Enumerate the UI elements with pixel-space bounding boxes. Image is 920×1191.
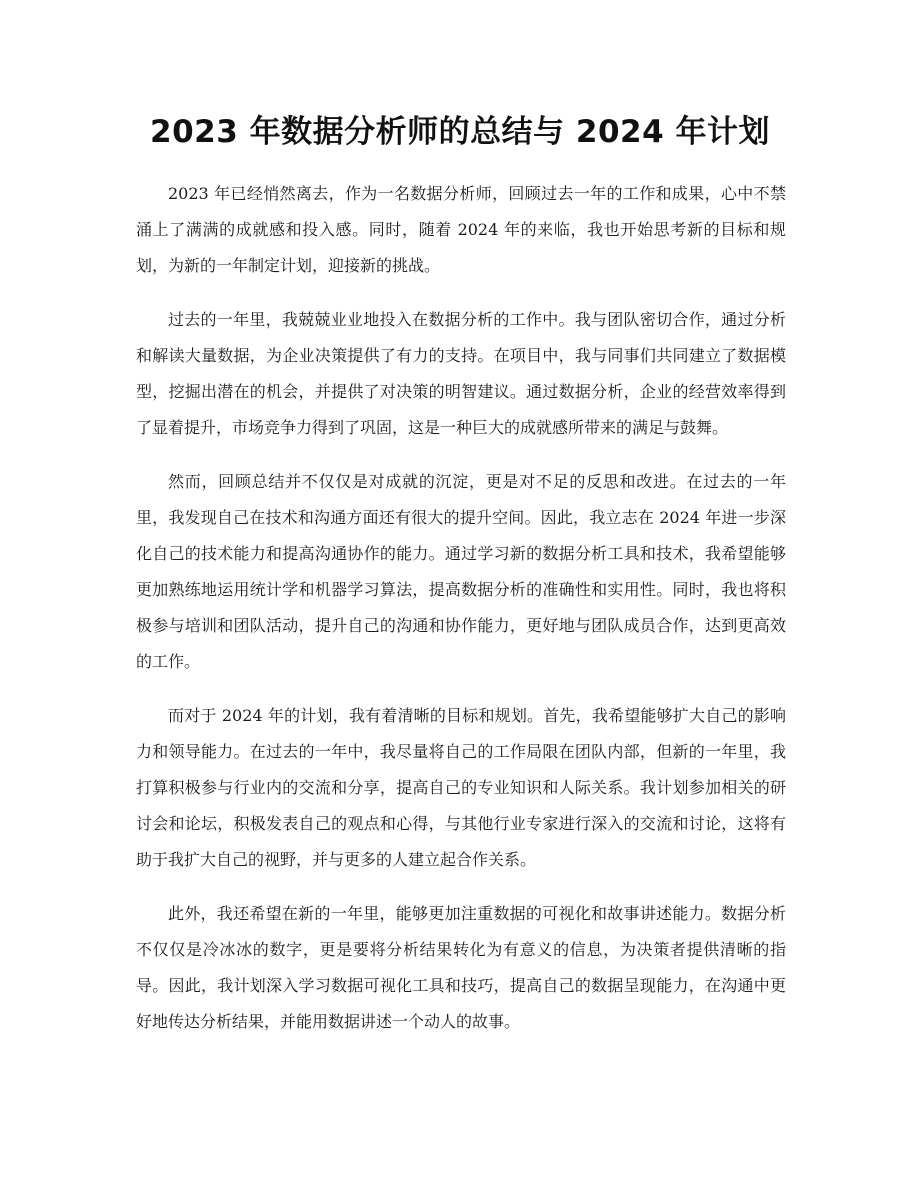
document-title: 2023 年数据分析师的总结与 2024 年计划: [150, 114, 770, 150]
document-body: [136, 176, 786, 1058]
paragraph-3: 然而，回顾总结并不仅仅是对成就的沉淀，更是对不足的反思和改进。在过去的一年里，我发现自己在技术和沟通方面还有很大的提升空间。因此，我立志在 2024 年进一步深化自己的技术能力和提高沟通协作的能力。通过学习新的数据分析工具和技术，我希望能够更加熟练地运用统计学和机器学习算法，提高数据分析的准确性和实用性。同时，我也将积极参与培训和团队活动，提升自己的沟通和协作能力，更好地与团队成员合作，达到更高效的工作。: [136, 472, 786, 671]
paragraph-2: 过去的一年里，我兢兢业业地投入在数据分析的工作中。我与团队密切合作，通过分析和解读大量数据，为企业决策提供了有力的支持。在项目中，我与同事们共同建立了数据模型，挖掘出潜在的机会，并提供了对决策的明智建议。通过数据分析，企业的经营效率得到了显着提升，市场竞争力得到了巩固，这是一种巨大的成就感所带来的满足与鼓舞。: [136, 310, 786, 437]
paragraph-5: 此外，我还希望在新的一年里，能够更加注重数据的可视化和故事讲述能力。数据分析不仅仅是冷冰冰的数字，更是要将分析结果转化为有意义的信息，为决策者提供清晰的指导。因此，我计划深入学习数据可视化工具和技巧，提高自己的数据呈现能力，在沟通中更好地传达分析结果，并能用数据讲述一个动人的故事。: [136, 904, 786, 1031]
paragraph-1: 2023 年已经悄然离去，作为一名数据分析师，回顾过去一年的工作和成果，心中不禁涌上了满满的成就感和投入感。同时，随着 2024 年的来临，我也开始思考新的目标和规划，为新的一年制定计划，迎接新的挑战。: [136, 184, 786, 275]
paragraph-4: 而对于 2024 年的计划，我有着清晰的目标和规划。首先，我希望能够扩大自己的影响力和领导能力。在过去的一年中，我尽量将自己的工作局限在团队内部，但新的一年里，我打算积极参与行业内的交流和分享，提高自己的专业知识和人际关系。我计划参加相关的研讨会和论坛，积极发表自己的观点和心得，与其他行业专家进行深入的交流和讨论，这将有助于我扩大自己的视野，并与更多的人建立起合作关系。: [136, 706, 786, 869]
